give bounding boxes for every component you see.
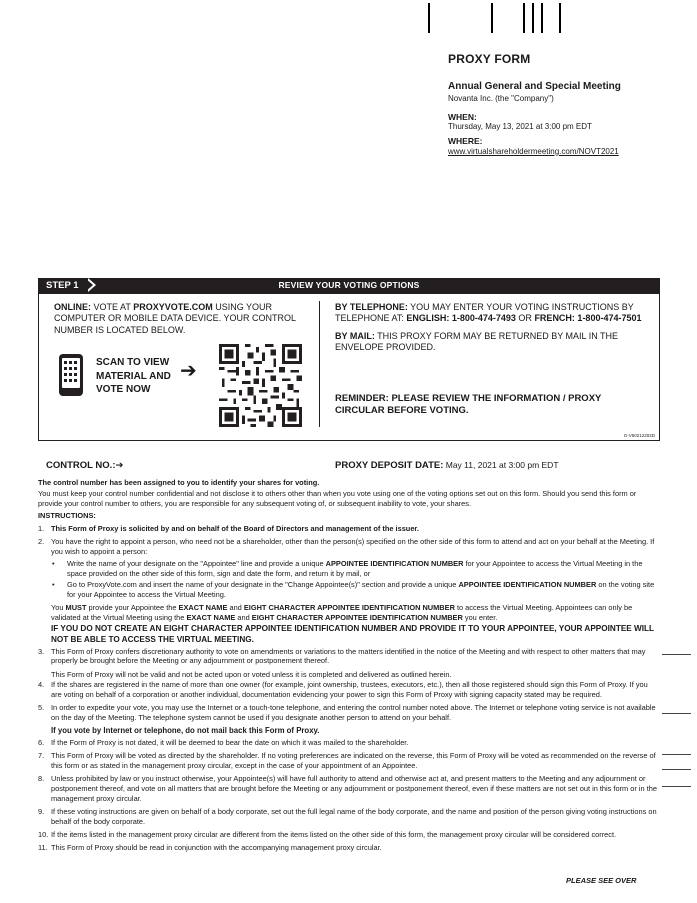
where-label: WHERE: <box>448 136 483 147</box>
appointee-options <box>51 559 660 600</box>
instruction-6: 6. If the Form of Proxy is not dated, it will be deemed to bear the date on which it was mailed to the shareholder. <box>38 737 409 747</box>
instruction-11: 11. This Form of Proxy should be read in conjunction with the accompanying management proxy circular. <box>38 843 382 853</box>
deposit-label: PROXY DEPOSIT DATE: <box>335 460 444 471</box>
telephone-text: YOU MAY ENTER YOUR VOTING INSTRUCTIONS BY TELEPHONE AT: <box>335 302 634 324</box>
online-label: ONLINE: <box>54 302 91 312</box>
online-text-2: USING YOUR COMPUTER OR MOBILE DATA DEVICE. YOUR CONTROL NUMBER IS LOCATED BELOW. <box>54 302 296 335</box>
instructions-label: INSTRUCTIONS: <box>38 511 96 521</box>
company-name: Novanta Inc. (the "Company") <box>448 93 554 103</box>
scan-instructions <box>96 356 171 397</box>
voting-options-box <box>38 293 660 441</box>
form-header <box>448 52 688 157</box>
telephone-option <box>335 302 653 325</box>
barcode-marks <box>428 3 568 33</box>
arrow-right-icon: ➔ <box>180 360 197 382</box>
form-title: PROXY FORM <box>448 52 531 66</box>
online-site[interactable]: PROXYVOTE.COM <box>133 302 213 312</box>
instruction-3b: This Form of Proxy will not be valid and not be acted upon or voted unless it is completed and delivered as outlined herein. <box>51 669 452 679</box>
instruction-7: 7. This Form of Proxy will be voted as directed by the shareholder. If no voting preferences are indicated on the reverse, this Form of Proxy will be voted as recommended on the reverse of this form or as stated in the management proxy circular, except in the case of your appointment of an Appointee. <box>38 751 656 770</box>
form-code: G-V50212202D <box>623 433 655 438</box>
french-phone[interactable]: FRENCH: 1-800-474-7501 <box>534 313 642 324</box>
mail-label: BY MAIL: <box>335 330 375 341</box>
instruction-8: 8. Unless prohibited by law or you instruct otherwise, your Appointee(s) will have full authority to attend and otherwise act at, and present matters to the Meeting and any adjournment or postponement thereof, and vote on all matters that are brought before the Meeting or any adjournment or postponement thereof, even if these matters are not set out in this form or in the management proxy circular. <box>38 774 657 803</box>
please-see-over: PLEASE SEE OVER <box>566 876 637 885</box>
online-text-1: VOTE AT <box>91 302 134 312</box>
margin-mark <box>662 769 691 770</box>
appointee-option-mail: • Write the name of your designate on the "Appointee" line and provide a unique APPOINTEE IDENTIFICATION NUMBER for your Appointee to access the Virtual Meeting in the space provided on the other side of this form, sign and date the form, and return it by mail, or <box>52 558 643 578</box>
margin-mark <box>662 754 691 755</box>
meeting-name: Annual General and Special Meeting <box>448 81 621 92</box>
scan-line-3: VOTE NOW <box>96 384 151 395</box>
appointee-option-online: • Go to ProxyVote.com and insert the name of your designate in the "Change Appointee(s)" section and provide a unique APPOINTEE IDENTIFICATION NUMBER on the voting site for your Appointee to access the Virtual Meeting. <box>52 580 655 600</box>
qr-code[interactable] <box>219 344 302 427</box>
proxy-deposit-date <box>335 460 559 471</box>
mail-text: THIS PROXY FORM MAY BE RETURNED BY MAIL IN THE ENVELOPE PROVIDED. <box>335 330 619 352</box>
meeting-link[interactable]: www.virtualshareholdermeeting.com/NOVT2021 <box>448 146 619 156</box>
step-heading: REVIEW YOUR VOTING OPTIONS <box>278 280 420 290</box>
or-text: OR <box>515 313 535 324</box>
margin-mark <box>662 654 691 655</box>
control-number-label: CONTROL NO.:➔ <box>46 460 124 471</box>
telephone-label: BY TELEPHONE: <box>335 302 408 312</box>
step-chevron-inner-icon <box>85 278 93 292</box>
step-label: STEP 1 <box>38 278 88 293</box>
phone-mail-options <box>335 302 653 359</box>
instruction-9: 9. If these voting instructions are given on behalf of a body corporate, set out the full legal name of the body corporate, and the name and position of the person giving voting instructions on behalf of the body corporate. <box>38 806 657 826</box>
margin-mark <box>662 713 691 714</box>
scan-line-2: MATERIAL AND <box>96 370 171 382</box>
instruction-5: 5. In order to expedite your vote, you may use the Internet or a touch-tone telephone, and entering the control number noted above. The Internet or telephone voting service is not available on the day of the Meeting. The telephone system cannot be used if you designate another person to attend on your behalf. <box>38 703 656 723</box>
online-option <box>54 302 309 336</box>
deposit-value: May 11, 2021 at 3:00 pm EDT <box>443 460 559 470</box>
instruction-10: 10. If the items listed in the management proxy circular are different from the items listed on the other side of this form, the management proxy circular will be considered correct. <box>38 829 617 839</box>
appointee-requirement: You MUST provide your Appointee the EXACT NAME and EIGHT CHARACTER APPOINTEE IDENTIFICATION NUMBER to access the Virtual Meeting. Appointees can only be validated at the Virtual Meeting using the EXACT NAME and EIGHT CHARACTER APPOINTEE IDENTIFICATION NUMBER you enter. <box>51 603 633 623</box>
instruction-1: 1. This Form of Proxy is solicited by and on behalf of the Board of Directors and management of the issuer. <box>38 524 419 534</box>
instructions-section <box>38 478 660 856</box>
when-label: WHEN: <box>448 111 477 122</box>
reminder-text: REMINDER: PLEASE REVIEW THE INFORMATION / PROXY CIRCULAR BEFORE VOTING. <box>335 393 602 416</box>
intro-bold: The control number has been assigned to you to identify your shares for voting. <box>38 478 320 487</box>
mobile-phone-icon <box>59 354 83 396</box>
instruction-4: 4. If the shares are registered in the name of more than one owner (for example, joint ownership, trustees, executors, etc.), then all those registered should sign this Form of Proxy. If you are voting on behalf of a corporation or another individual, documentation evidencing your power to sign this Form of Proxy with signing capacity stated may be required. <box>38 680 648 700</box>
mail-option <box>335 331 653 354</box>
step-bar <box>38 278 660 293</box>
instruction-2: 2. You have the right to appoint a person, who need not be a shareholder, other than the person(s) specified on the other side of this form to attend and act on your behalf at the Meeting. If you wish to appoint a person: • Write the name of your designate on the "Appointee" line and provide a unique APPOINTEE IDENTIFICATION NUMBER for your Appointee to access the Virtual Meeting in the space provided on the other side of this form, sign and date the form, and return it by mail, or • Go to ProxyVote.com and insert the name of your designate in the "Change Appointee(s)" section and provide a unique APPOINTEE IDENTIFICATION NUMBER on the voting site for your Appointee to access the Virtual Meeting. <box>38 537 660 600</box>
column-divider <box>319 301 320 427</box>
english-phone[interactable]: ENGLISH: 1-800-474-7493 <box>406 313 516 324</box>
instruction-3: 3. This Form of Proxy confers discretionary authority to vote on amendments or variations to the matters identified in the notice of the Meeting and with respect to other matters that may properly be brought before the Meeting or any adjournment or postponement thereof. <box>38 646 646 666</box>
instructions-list <box>38 524 660 600</box>
scan-line-1: SCAN TO VIEW <box>96 357 170 368</box>
margin-mark <box>662 786 691 787</box>
instruction-5b: If you vote by Internet or telephone, do not mail back this Form of Proxy. <box>51 726 320 736</box>
when-value: Thursday, May 13, 2021 at 3:00 pm EDT <box>448 122 592 132</box>
appointee-warning: IF YOU DO NOT CREATE AN EIGHT CHARACTER APPOINTEE IDENTIFICATION NUMBER AND PROVIDE IT TO YOUR APPOINTEE, YOUR APPOINTEE WILL NOT BE ABLE TO ACCESS THE VIRTUAL MEETING. <box>51 623 654 644</box>
intro-text: You must keep your control number confidential and not disclose it to others other than when you vote using one of the voting options set out on this form. Should you send this form or provide your control number to others, you are responsible for any subsequent voting of, or subsequent inability to vote, your shares. <box>38 488 637 508</box>
